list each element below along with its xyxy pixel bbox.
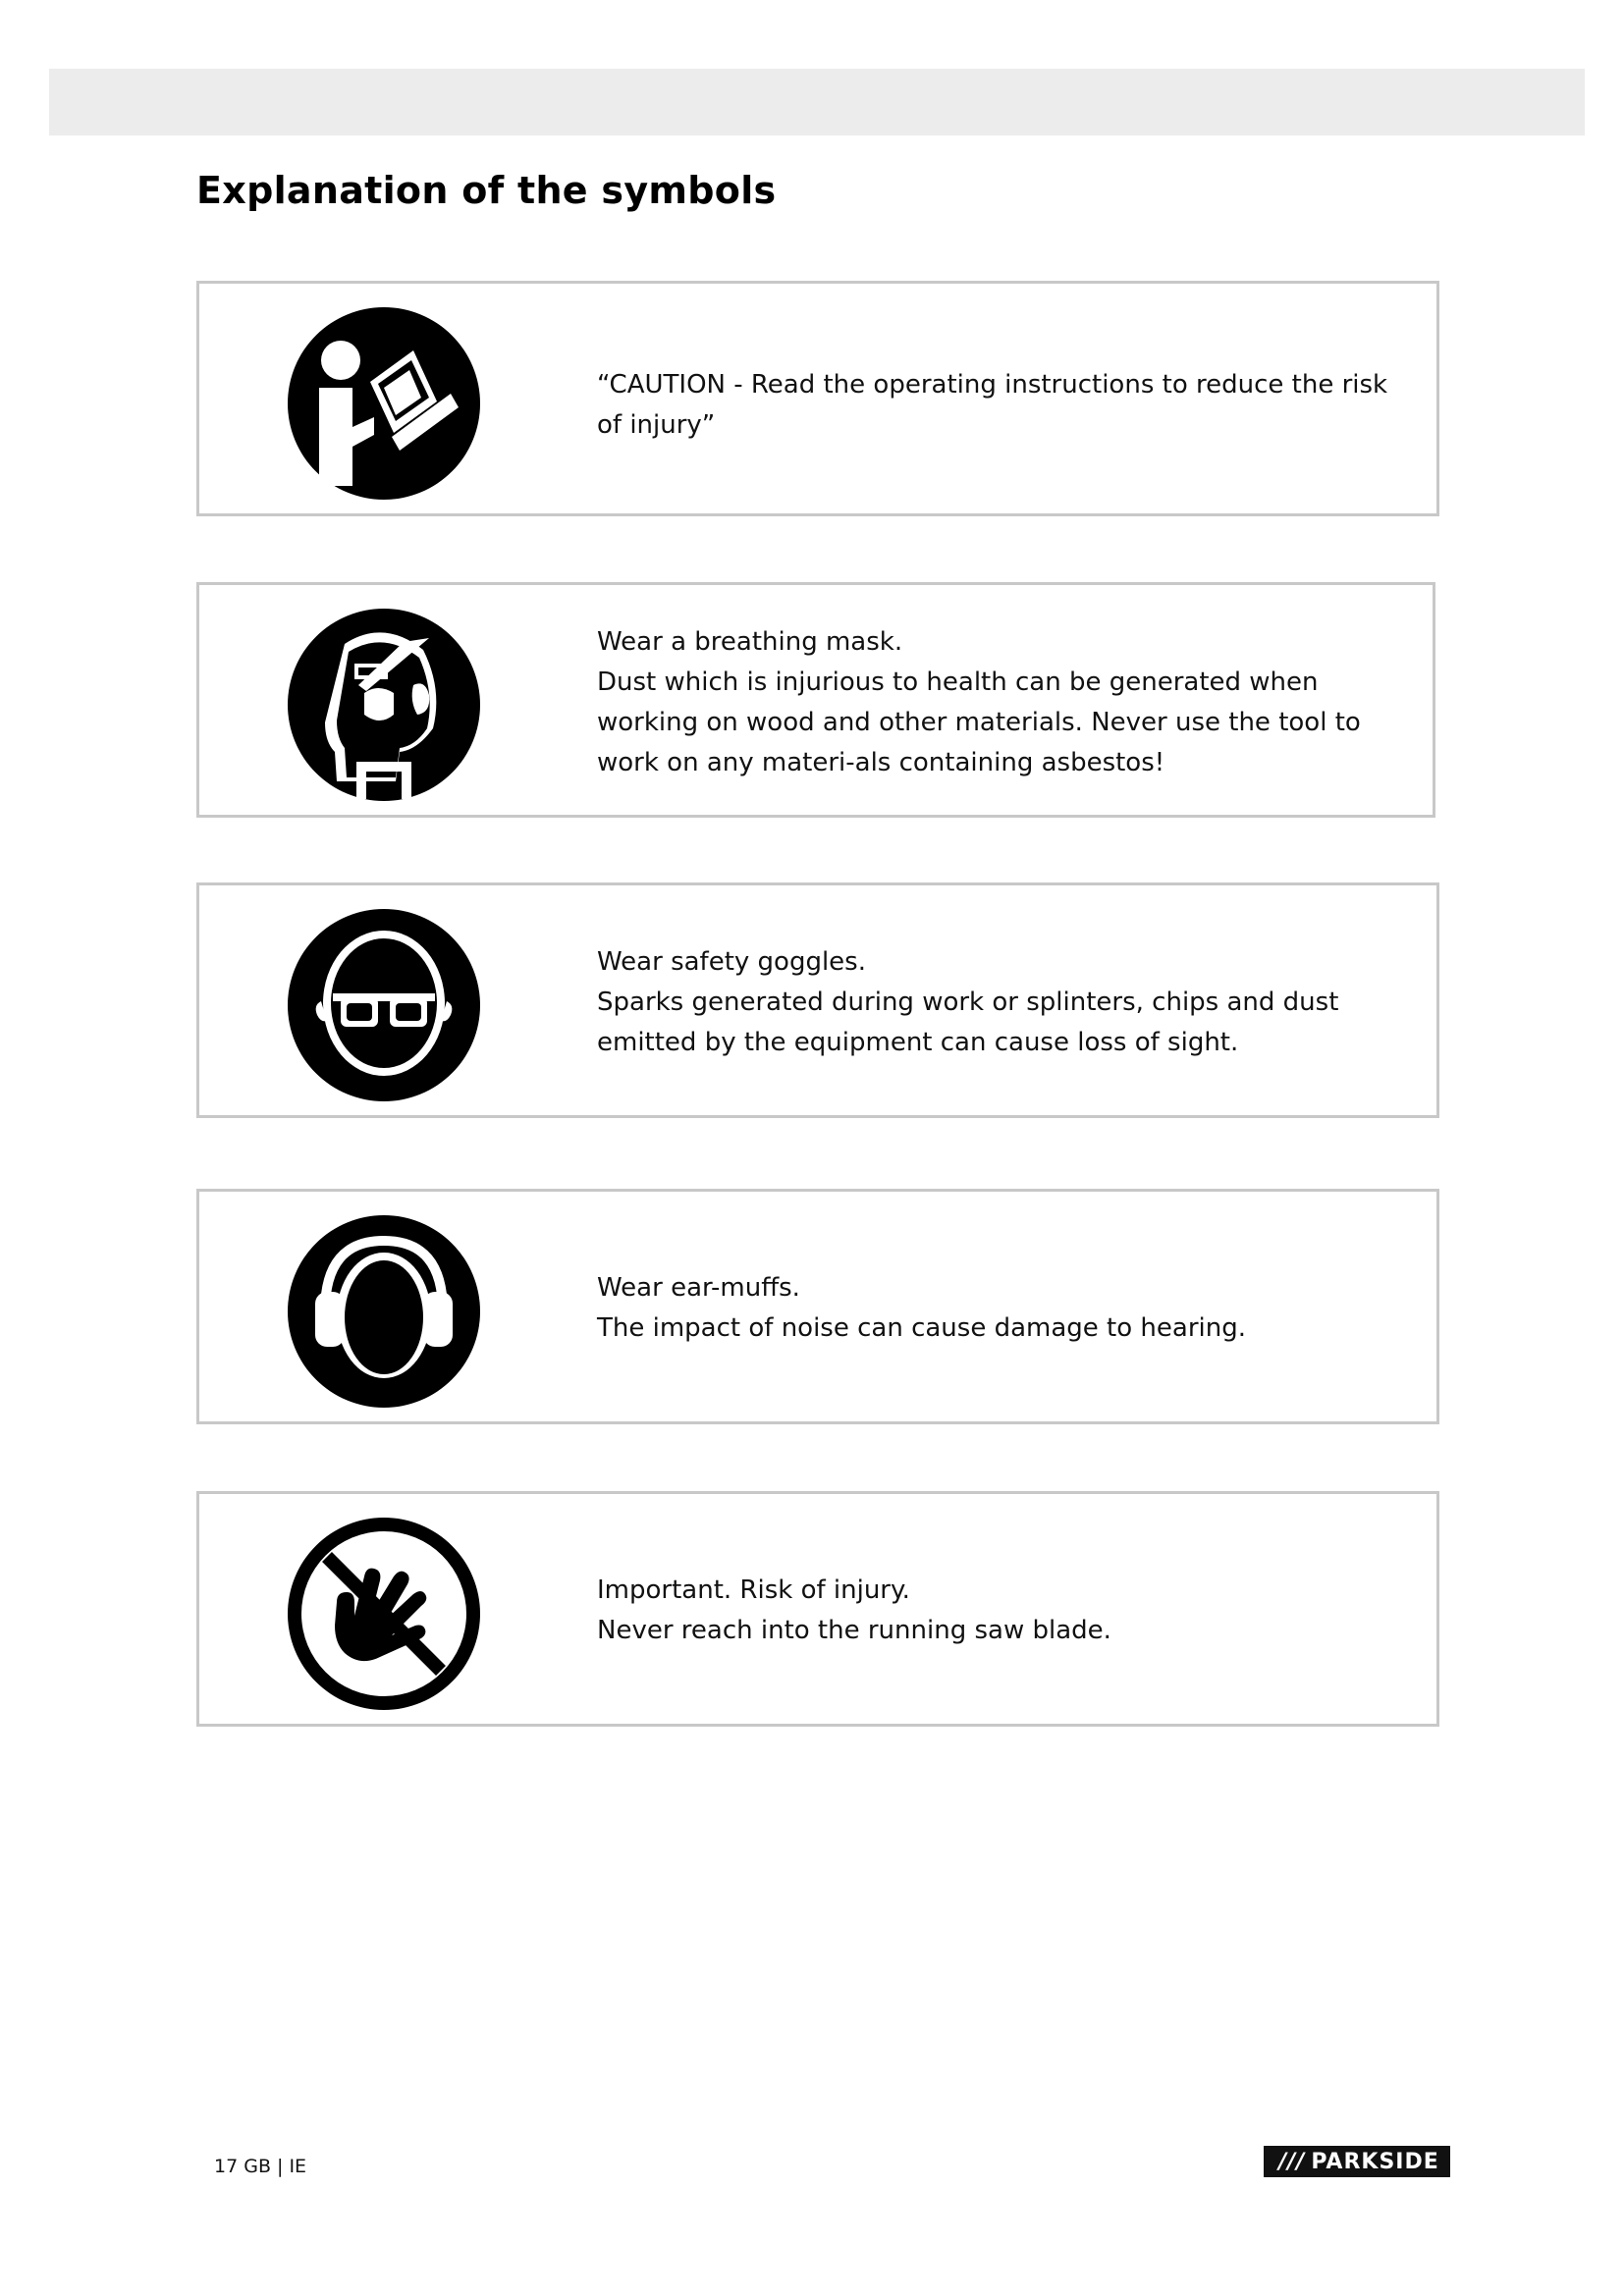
symbol-line: Dust which is injurious to health can be generated when working on wood and other materials. Never use the tool to work on any materi-als containing asbestos! bbox=[597, 667, 1361, 777]
symbol-text bbox=[597, 1268, 1407, 1349]
top-band bbox=[49, 69, 1585, 135]
symbol-box-safety-goggles bbox=[196, 882, 1439, 1118]
symbol-line: Wear ear-muffs. bbox=[597, 1273, 800, 1303]
symbol-line: Wear safety goggles. bbox=[597, 947, 866, 977]
breathing-mask-icon bbox=[286, 607, 482, 803]
read-manual-icon bbox=[286, 305, 482, 502]
symbol-box-read-manual bbox=[196, 281, 1439, 516]
symbol-text bbox=[597, 365, 1407, 446]
symbol-line: Wear a breathing mask. bbox=[597, 627, 903, 657]
page-title: Explanation of the symbols bbox=[196, 169, 777, 212]
symbol-text bbox=[597, 1571, 1407, 1651]
symbol-line: “CAUTION - Read the operating instructions to reduce the risk of injury” bbox=[597, 370, 1388, 440]
symbol-line: Sparks generated during work or splinters, chips and dust emitted by the equipment can cause loss of sight. bbox=[597, 988, 1339, 1057]
parkside-logo bbox=[1264, 2146, 1450, 2177]
safety-goggles-icon bbox=[286, 907, 482, 1103]
symbol-text bbox=[597, 622, 1403, 783]
logo-slashes: /// bbox=[1278, 2149, 1306, 2174]
page-number: 17 GB | IE bbox=[214, 2156, 307, 2177]
symbol-line: Never reach into the running saw blade. bbox=[597, 1616, 1111, 1645]
symbol-line: Important. Risk of injury. bbox=[597, 1575, 910, 1605]
symbol-box-ear-muffs bbox=[196, 1189, 1439, 1424]
symbol-text bbox=[597, 942, 1407, 1063]
logo-name: PARKSIDE bbox=[1311, 2149, 1439, 2174]
symbol-box-breathing-mask bbox=[196, 582, 1435, 818]
no-hand-icon bbox=[286, 1516, 482, 1712]
ear-muffs-icon bbox=[286, 1213, 482, 1410]
symbol-box-no-hand bbox=[196, 1491, 1439, 1727]
symbol-line: The impact of noise can cause damage to hearing. bbox=[597, 1313, 1246, 1343]
